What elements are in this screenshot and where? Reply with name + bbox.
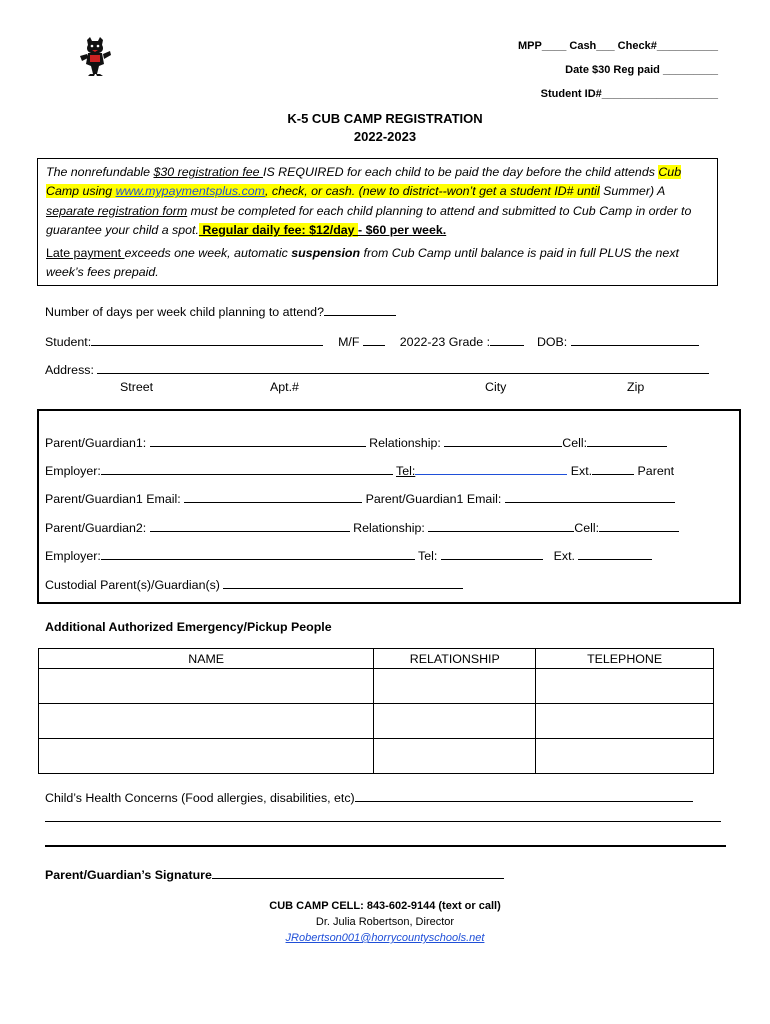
employer2-ext-label: Ext.	[553, 549, 575, 563]
notice-text: IS REQUIRED for each child to be paid the day before the child attends	[263, 165, 659, 179]
notice-text: The nonrefundable	[46, 165, 154, 179]
parent2-row	[45, 519, 679, 535]
health-concerns-line-2[interactable]	[45, 821, 721, 822]
notice-text: must be completed for each child planning to attend and submitted to Cub Camp in order to guarantee your child a spot.	[46, 203, 692, 237]
health-concerns-field[interactable]	[355, 789, 693, 802]
table-row	[39, 704, 714, 739]
address-field[interactable]	[97, 361, 709, 374]
employer1-label: Employer:	[45, 464, 101, 478]
office-date-line: Date $30 Reg paid _________	[565, 64, 718, 76]
employer2-tel-label: Tel:	[418, 549, 438, 563]
name-column-header: NAME	[39, 649, 374, 669]
contact-telephone-cell[interactable]	[536, 669, 714, 704]
custodial-field[interactable]	[223, 576, 463, 589]
student-name-field[interactable]	[91, 333, 323, 346]
employer2-tel-field[interactable]	[441, 547, 543, 560]
parent1-name-field[interactable]	[150, 434, 366, 447]
parent1-cell-field[interactable]	[587, 434, 667, 447]
employer1-ext-label: Ext.	[570, 464, 593, 478]
employer1-row	[45, 462, 674, 478]
emergency-contacts-table	[38, 648, 714, 774]
section-divider	[45, 845, 726, 847]
director-email-link[interactable]: JRobertson001@horrycountyschools.net	[285, 932, 485, 944]
contact-name-cell[interactable]	[39, 739, 374, 774]
grade-label: 2022-23 Grade :	[399, 335, 491, 349]
employer2-ext-field[interactable]	[578, 547, 652, 560]
contact-name-cell[interactable]	[39, 669, 374, 704]
parent1-email-field[interactable]	[184, 490, 362, 503]
emergency-heading: Additional Authorized Emergency/Pickup People	[45, 620, 332, 634]
contact-name-cell[interactable]	[39, 704, 374, 739]
notice-text: from Cub Camp until balance is paid in full PLUS the next week’s fees prepaid.	[46, 246, 679, 280]
parent1-email-label: Parent/Guardian1 Email:	[45, 492, 181, 506]
office-student-id-line: Student ID#___________________	[540, 88, 718, 100]
signature-label: Parent/Guardian’s Signature	[45, 868, 212, 882]
parent2-name-field[interactable]	[150, 519, 350, 532]
footer-email-row	[0, 932, 770, 944]
parent1-row	[45, 434, 667, 450]
table-row	[39, 739, 714, 774]
custodial-label: Custodial Parent(s)/Guardian(s)	[45, 578, 220, 592]
employer1-field[interactable]	[101, 462, 393, 475]
late-payment-paragraph	[46, 244, 709, 283]
employer1-tel-field[interactable]	[415, 462, 567, 475]
contact-telephone-cell[interactable]	[536, 704, 714, 739]
notice-text: , check, or cash. (new to district--won’t get a student ID# until	[264, 184, 600, 199]
late-payment-text: Late payment	[46, 246, 125, 261]
employer1-ext-field[interactable]	[592, 462, 634, 475]
payment-website-link[interactable]: www.mypaymentsplus.com	[115, 184, 265, 199]
notice-text: Cub Camp using	[46, 165, 682, 199]
daily-fee-text: Regular daily fee: $12/day	[198, 222, 359, 237]
days-per-week-label: Number of days per week child planning to attend?	[45, 305, 324, 319]
fee-paragraph	[46, 163, 709, 240]
registration-notice	[37, 158, 718, 286]
panther-mascot-icon	[78, 36, 112, 76]
address-row	[45, 361, 709, 377]
relationship-column-header: RELATIONSHIP	[374, 649, 536, 669]
address-label: Address:	[45, 363, 94, 377]
dob-label: DOB:	[536, 335, 568, 349]
registration-fee-text: $30 registration fee	[153, 165, 263, 179]
director-name: Dr. Julia Robertson, Director	[315, 916, 455, 928]
employer2-field[interactable]	[101, 547, 415, 560]
employer1-tel-label: Tel:	[396, 464, 416, 478]
gender-label: M/F	[338, 335, 360, 349]
notice-text: Summer) A	[599, 184, 665, 199]
contact-relationship-cell[interactable]	[374, 669, 536, 704]
apt-caption: Apt.#	[270, 380, 299, 394]
office-payment-line: MPP____ Cash___ Check#__________	[518, 40, 718, 52]
parent1-email-field-second[interactable]	[505, 490, 675, 503]
contact-relationship-cell[interactable]	[374, 704, 536, 739]
table-header-row	[39, 649, 714, 669]
table-row	[39, 669, 714, 704]
email-row	[45, 490, 675, 506]
contact-telephone-cell[interactable]	[536, 739, 714, 774]
telephone-column-header: TELEPHONE	[536, 649, 714, 669]
dob-field[interactable]	[571, 333, 699, 346]
student-label: Student:	[45, 335, 92, 349]
health-concerns-label: Child’s Health Concerns (Food allergies, disabilities, etc)	[45, 791, 355, 805]
parent2-relationship-field[interactable]	[428, 519, 574, 532]
contact-relationship-cell[interactable]	[374, 739, 536, 774]
student-row	[45, 333, 699, 349]
weekly-fee-text: - $60 per week.	[358, 222, 447, 237]
separate-form-text: separate registration form	[46, 203, 188, 218]
page-title: K-5 CUB CAMP REGISTRATION	[287, 111, 483, 126]
days-per-week-field[interactable]	[324, 303, 396, 316]
street-caption: Street	[120, 380, 154, 394]
parent-overflow-text: Parent	[637, 464, 675, 478]
health-row	[45, 789, 693, 805]
parent2-cell-field[interactable]	[599, 519, 679, 532]
parent1-email-label-second: Parent/Guardian1 Email:	[365, 492, 502, 506]
school-year: 2022-2023	[353, 129, 417, 144]
camp-cell-contact: CUB CAMP CELL: 843-602-9144 (text or call)	[269, 900, 501, 912]
grade-field[interactable]	[490, 333, 524, 346]
custodial-row	[45, 576, 463, 592]
parent1-relationship-label: Relationship:	[369, 436, 441, 450]
gender-field[interactable]	[363, 333, 385, 346]
employer2-label: Employer:	[45, 549, 101, 563]
parent1-relationship-field[interactable]	[444, 434, 562, 447]
signature-field[interactable]	[212, 866, 504, 879]
parent2-relationship-label: Relationship:	[353, 521, 425, 535]
parent2-label: Parent/Guardian2:	[45, 521, 147, 535]
parent2-cell-label: Cell:	[574, 521, 600, 535]
parent1-cell-label: Cell:	[562, 436, 588, 450]
parent1-label: Parent/Guardian1:	[45, 436, 147, 450]
city-caption: City	[485, 380, 507, 394]
suspension-text: suspension	[291, 246, 361, 261]
zip-caption: Zip	[627, 380, 645, 394]
notice-text: exceeds one week, automatic	[124, 246, 292, 261]
days-per-week-row	[45, 303, 396, 319]
employer2-row	[45, 547, 652, 563]
signature-row	[45, 866, 504, 882]
